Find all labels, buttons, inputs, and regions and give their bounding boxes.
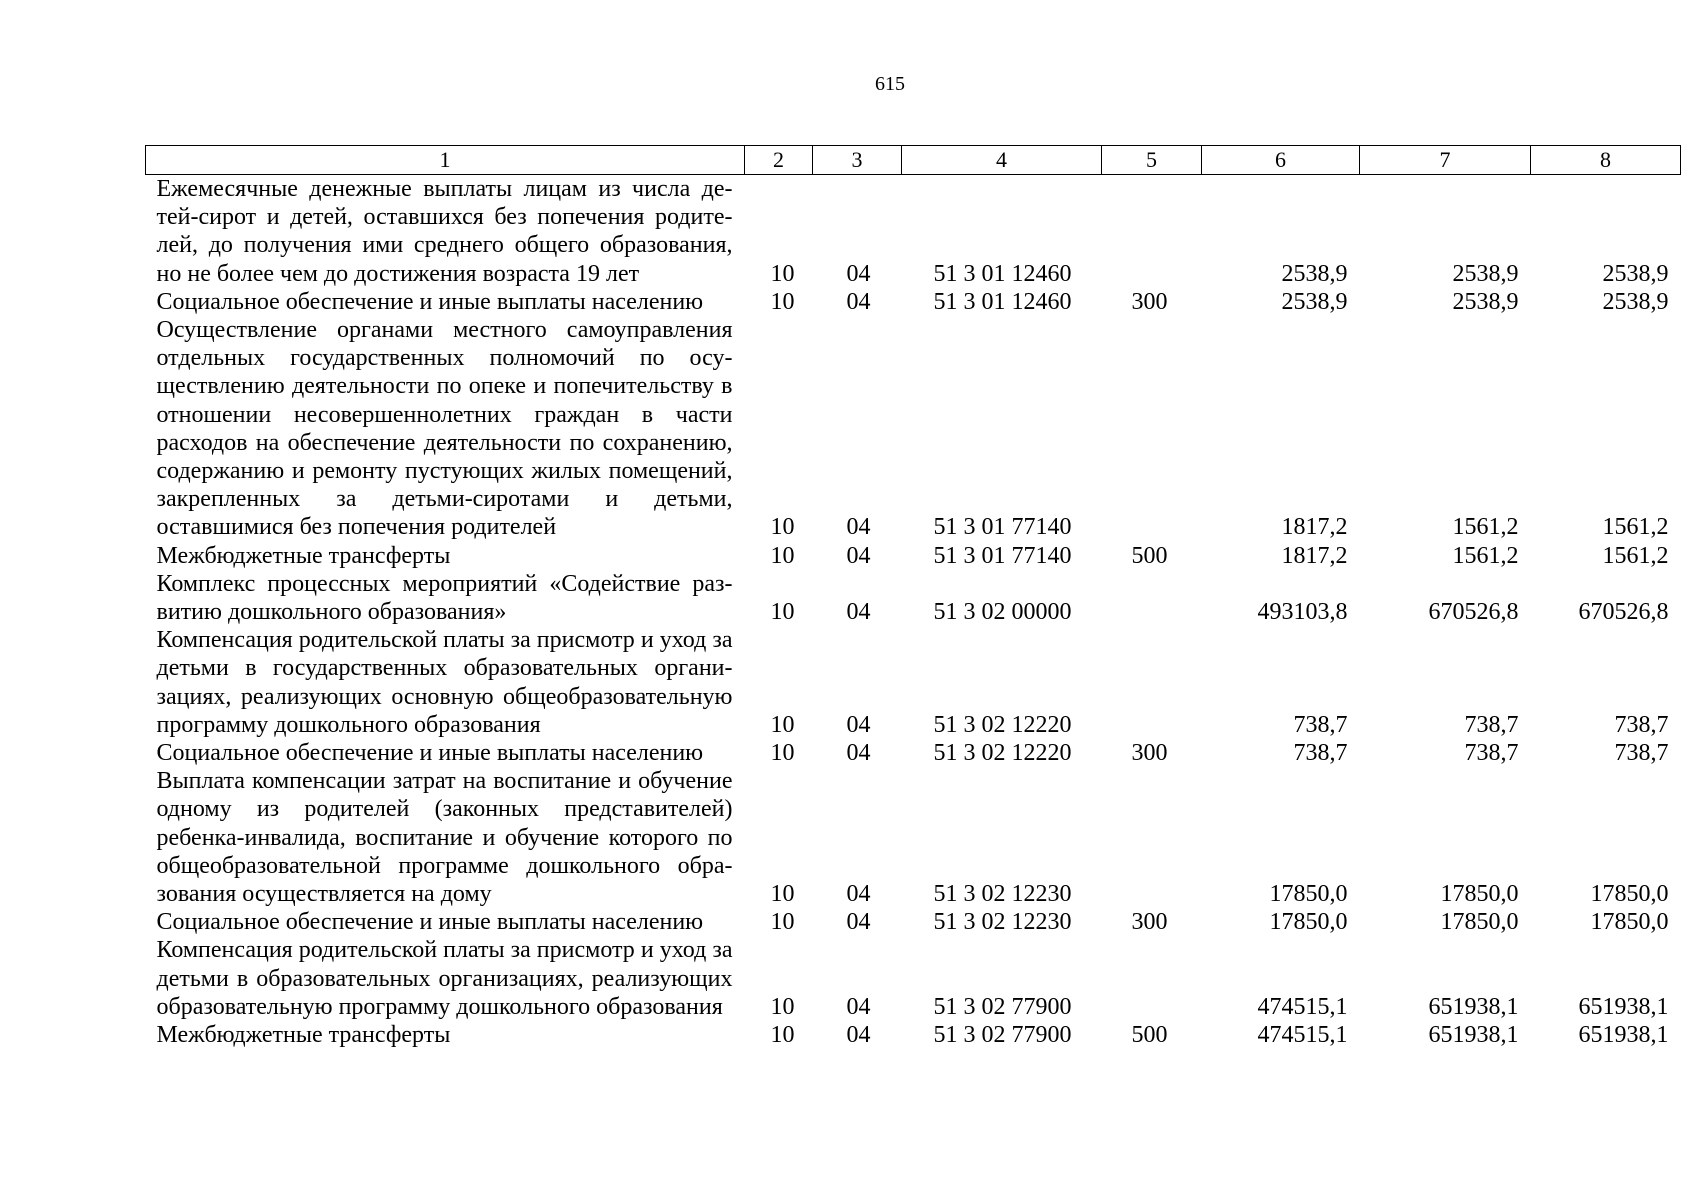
row-section: 10: [770, 909, 795, 936]
row-name: Социальное обеспечение и иные выплаты населению: [156, 288, 704, 315]
row-expense-type: [1102, 175, 1202, 288]
row-subsection: 04: [846, 288, 871, 315]
row-section: 10: [770, 881, 795, 908]
row-target-code: 51 3 02 77900: [933, 993, 1072, 1020]
row-expense-type: 500: [1131, 1022, 1168, 1049]
row-value-col8: 17850,0: [1590, 909, 1669, 936]
row-value-col7: 17850,0: [1440, 881, 1519, 908]
row-section: 10: [770, 260, 795, 287]
table-body: [146, 175, 1681, 1050]
row-subsection: 04: [846, 1022, 871, 1049]
header-col-6: 6: [1202, 146, 1360, 175]
row-expense-type: 500: [1131, 542, 1168, 569]
table-row: [146, 316, 1681, 542]
row-expense-type: [1102, 626, 1202, 739]
table-row: [146, 570, 1681, 626]
row-section: 10: [770, 993, 795, 1020]
row-section: 10: [770, 542, 795, 569]
row-subsection: 04: [846, 514, 871, 541]
row-value-col8: 738,7: [1614, 711, 1669, 738]
table-header: [146, 146, 1681, 175]
table-row: [146, 626, 1681, 739]
row-value-col6: 17850,0: [1269, 881, 1348, 908]
row-section: 10: [770, 1022, 795, 1049]
page-number: 615: [875, 73, 905, 95]
row-value-col8: 2538,9: [1602, 288, 1669, 315]
header-col-3: 3: [813, 146, 902, 175]
row-value-col6: 17850,0: [1269, 909, 1348, 936]
row-subsection: 04: [846, 599, 871, 626]
row-value-col7: 651938,1: [1428, 993, 1519, 1020]
row-section: 10: [770, 599, 795, 626]
row-value-col6: 493103,8: [1257, 599, 1348, 626]
table-row: [146, 739, 1681, 767]
row-value-col6: 2538,9: [1281, 288, 1348, 315]
row-target-code: 51 3 02 77900: [933, 1022, 1072, 1049]
row-subsection: 04: [846, 542, 871, 569]
row-expense-type: [1102, 936, 1202, 1021]
row-subsection: 04: [846, 711, 871, 738]
row-value-col7: 738,7: [1464, 711, 1519, 738]
row-value-col8: 651938,1: [1578, 1022, 1669, 1049]
row-name: Межбюджетные трансферты: [156, 542, 451, 569]
row-value-col6: 2538,9: [1281, 260, 1348, 287]
row-section: 10: [770, 711, 795, 738]
row-name: Выплата компенсации затрат на воспитание и обучение одному из родителей (законных представителей) ребенка-инвалида, воспитание и обучение которого по общеобразовательной программе дошкольного образования осуществляется на дому: [156, 768, 733, 908]
row-value-col8: 2538,9: [1602, 260, 1669, 287]
table-row: [146, 767, 1681, 908]
budget-table: [145, 145, 1681, 1049]
row-target-code: 51 3 01 12460: [933, 288, 1072, 315]
header-col-2: 2: [745, 146, 813, 175]
row-value-col7: 2538,9: [1452, 260, 1519, 287]
row-value-col8: 738,7: [1614, 740, 1669, 767]
row-subsection: 04: [846, 740, 871, 767]
row-value-col8: 651938,1: [1578, 993, 1669, 1020]
row-subsection: 04: [846, 260, 871, 287]
row-value-col8: 1561,2: [1602, 514, 1669, 541]
row-value-col7: 1561,2: [1452, 542, 1519, 569]
row-target-code: 51 3 02 12220: [933, 711, 1072, 738]
table-row: [146, 175, 1681, 288]
row-expense-type: [1102, 316, 1202, 542]
row-value-col6: 1817,2: [1281, 514, 1348, 541]
row-value-col7: 2538,9: [1452, 288, 1519, 315]
row-expense-type: 300: [1131, 909, 1168, 936]
header-row: [146, 146, 1681, 175]
row-section: 10: [770, 514, 795, 541]
header-col-1: 1: [146, 146, 745, 175]
row-name: Компенсация родительской платы за присмотр и уход за детьми в государственных образовательных организациях, реализующих основную общеобразовательную программу дошкольного образования: [156, 627, 733, 738]
row-name: Социальное обеспечение и иные выплаты населению: [156, 909, 704, 936]
row-value-col7: 670526,8: [1428, 599, 1519, 626]
row-section: 10: [770, 740, 795, 767]
row-value-col7: 651938,1: [1428, 1022, 1519, 1049]
header-col-7: 7: [1360, 146, 1531, 175]
row-value-col6: 474515,1: [1257, 993, 1348, 1020]
table-row: [146, 288, 1681, 316]
row-value-col6: 474515,1: [1257, 1022, 1348, 1049]
row-name: Межбюджетные трансферты: [156, 1022, 451, 1049]
row-name: Комплекс процессных мероприятий «Содействие развитию дошкольного образования»: [156, 570, 733, 626]
row-expense-type: [1102, 570, 1202, 626]
row-subsection: 04: [846, 881, 871, 908]
row-name: Социальное обеспечение и иные выплаты населению: [156, 740, 704, 767]
row-value-col8: 17850,0: [1590, 881, 1669, 908]
row-target-code: 51 3 01 77140: [933, 514, 1072, 541]
table-row: [146, 1021, 1681, 1049]
row-subsection: 04: [846, 993, 871, 1020]
row-expense-type: 300: [1131, 740, 1168, 767]
row-subsection: 04: [846, 909, 871, 936]
row-name: Компенсация родительской платы за присмотр и уход за детьми в образовательных организациях, реализующих образовательную программу дошкольного образования: [156, 937, 733, 1020]
row-name: Осуществление органами местного самоуправления отдельных государственных полномочий по осуществлению деятельности по опеке и попечительству в отношении несовершеннолетних граждан в части расходов на обеспечение деятельности по сохранению, содержанию и ремонту пустующих жилых помещений, закрепленных за детьми-сиротами и детьми, оставшимися без попечения родителей: [156, 317, 733, 541]
row-target-code: 51 3 01 12460: [933, 260, 1072, 287]
header-col-8: 8: [1531, 146, 1681, 175]
row-value-col6: 1817,2: [1281, 542, 1348, 569]
row-target-code: 51 3 02 12230: [933, 881, 1072, 908]
table-row: [146, 908, 1681, 936]
row-target-code: 51 3 02 12220: [933, 740, 1072, 767]
row-section: 10: [770, 288, 795, 315]
row-value-col7: 1561,2: [1452, 514, 1519, 541]
table-row: [146, 542, 1681, 570]
row-value-col6: 738,7: [1293, 711, 1348, 738]
row-value-col8: 1561,2: [1602, 542, 1669, 569]
row-value-col6: 738,7: [1293, 740, 1348, 767]
row-expense-type: [1102, 767, 1202, 908]
row-name: Ежемесячные денежные выплаты лицам из числа детей-сирот и детей, оставшихся без попечения родителей, до получения ими среднего общего образования, но не более чем до достижения возраста 19 лет: [156, 176, 733, 287]
table-row: [146, 936, 1681, 1021]
row-value-col7: 17850,0: [1440, 909, 1519, 936]
row-target-code: 51 3 02 12230: [933, 909, 1072, 936]
row-value-col8: 670526,8: [1578, 599, 1669, 626]
row-value-col7: 738,7: [1464, 740, 1519, 767]
row-expense-type: 300: [1131, 288, 1168, 315]
header-col-5: 5: [1102, 146, 1202, 175]
header-col-4: 4: [902, 146, 1102, 175]
row-target-code: 51 3 02 00000: [933, 599, 1072, 626]
row-target-code: 51 3 01 77140: [933, 542, 1072, 569]
